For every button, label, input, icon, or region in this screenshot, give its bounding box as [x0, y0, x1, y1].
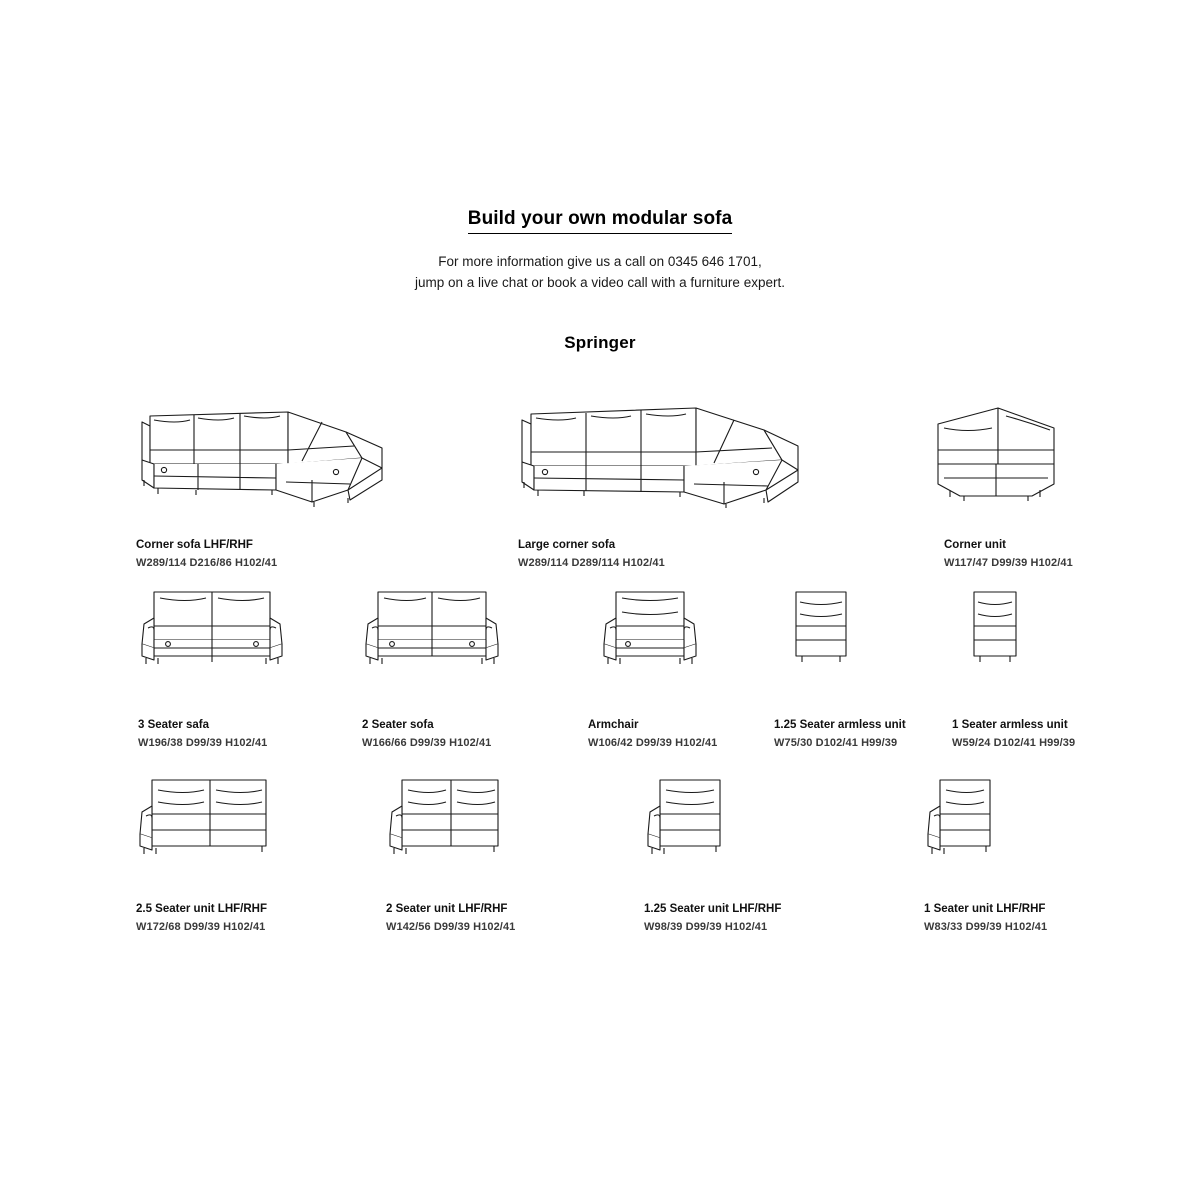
large-corner-sofa-caption: [518, 538, 818, 570]
2-seater-sofa-illustration: [362, 578, 582, 674]
product-1-25-seater-armless-unit: [774, 578, 944, 750]
1-25-seater-unit-illustration: [644, 768, 824, 864]
collection-name: Springer: [564, 333, 636, 352]
1-seater-armless-unit-caption: [952, 718, 1112, 750]
1-25-seater-unit-caption: [644, 902, 824, 934]
product-dimensions: W196/38 D99/39 H102/41: [138, 737, 268, 749]
page-title: Build your own modular sofa: [468, 208, 733, 234]
contact-info: [0, 251, 1200, 293]
1-seater-unit-caption: [924, 902, 1104, 934]
contact-line-2: jump on a live chat or book a video call with a furniture expert.: [415, 275, 785, 290]
product-dimensions: W142/56 D99/39 H102/41: [386, 921, 516, 933]
product-dimensions: W106/42 D99/39 H102/41: [588, 737, 718, 749]
product-dimensions: W98/39 D99/39 H102/41: [644, 921, 768, 933]
2-seater-sofa-caption: [362, 718, 582, 750]
product-2-seater-sofa: [362, 578, 582, 750]
product-label: Corner unit: [944, 539, 1006, 551]
product-dimensions-2-5: W172/68 D99/39 H102/41: [136, 921, 266, 933]
product-label: 1.25 Seater armless unit: [774, 719, 906, 731]
product-label: 2 Seater sofa: [362, 719, 434, 731]
product-3-seater-sofa: [138, 578, 378, 750]
product-1-seater-armless-unit: [952, 578, 1112, 750]
product-label: 1 Seater unit LHF/RHF: [924, 903, 1046, 915]
corner-sofa-lhf-rhf-illustration: [136, 398, 396, 508]
large-corner-sofa-illustration: [518, 398, 818, 508]
armchair-caption: [588, 718, 768, 750]
product-2-seater-unit-lhf-rhf: [386, 768, 606, 934]
corner-unit-illustration: [936, 398, 1104, 508]
product-label: 3 Seater safa: [138, 719, 209, 731]
product-large-corner-sofa: [518, 398, 818, 570]
product-dimensions: W59/24 D102/41 H99/39: [952, 737, 1076, 749]
product-corner-sofa-lhf-rhf: [136, 398, 396, 570]
1-25-seater-armless-unit-caption: [774, 718, 944, 750]
2-5-seater-unit-caption: [136, 902, 376, 934]
2-seater-unit-caption: [386, 902, 606, 934]
product-dimensions: W166/66 D99/39 H102/41: [362, 737, 492, 749]
product-label: Large corner sofa: [518, 539, 616, 551]
product-label: 1 Seater armless unit: [952, 719, 1068, 731]
product-label: Corner sofa LHF/RHF: [136, 539, 253, 551]
1-25-seater-armless-unit-illustration: [792, 578, 944, 674]
product-label: 1.25 Seater unit LHF/RHF: [644, 903, 782, 915]
contact-line-1: For more information give us a call on 0345 646 1701,: [438, 254, 762, 269]
product-1-seater-unit-lhf-rhf: [924, 768, 1104, 934]
product-dimensions: W75/30 D102/41 H99/39: [774, 737, 898, 749]
product-armchair: [588, 578, 768, 750]
1-seater-unit-illustration: [924, 768, 1104, 864]
product-1-25-seater-unit-lhf-rhf: [644, 768, 824, 934]
3-seater-sofa-illustration: [138, 578, 378, 674]
3-seater-sofa-caption: [138, 718, 378, 750]
corner-unit-caption: [944, 538, 1104, 570]
2-5-seater-unit-illustration: [136, 768, 376, 864]
armchair-illustration: [598, 578, 768, 674]
product-label: 2.5 Seater unit LHF/RHF: [136, 903, 267, 915]
product-corner-unit: [944, 398, 1104, 570]
product-dimensions: W289/114 D216/86 H102/41: [136, 557, 278, 569]
product-label: 2 Seater unit LHF/RHF: [386, 903, 508, 915]
product-label: Armchair: [588, 719, 639, 731]
product-dimensions: W83/33 D99/39 H102/41: [924, 921, 1048, 933]
product-dimensions: W289/114 D289/114 H102/41: [518, 557, 665, 569]
2-seater-unit-illustration: [386, 768, 606, 864]
corner-sofa-lhf-rhf-caption: [136, 538, 396, 570]
1-seater-armless-unit-illustration: [970, 578, 1112, 674]
product-2-5-seater-unit-lhf-rhf: [136, 768, 376, 934]
page-header: [0, 0, 1200, 353]
product-dimensions: W117/47 D99/39 H102/41: [944, 557, 1073, 569]
